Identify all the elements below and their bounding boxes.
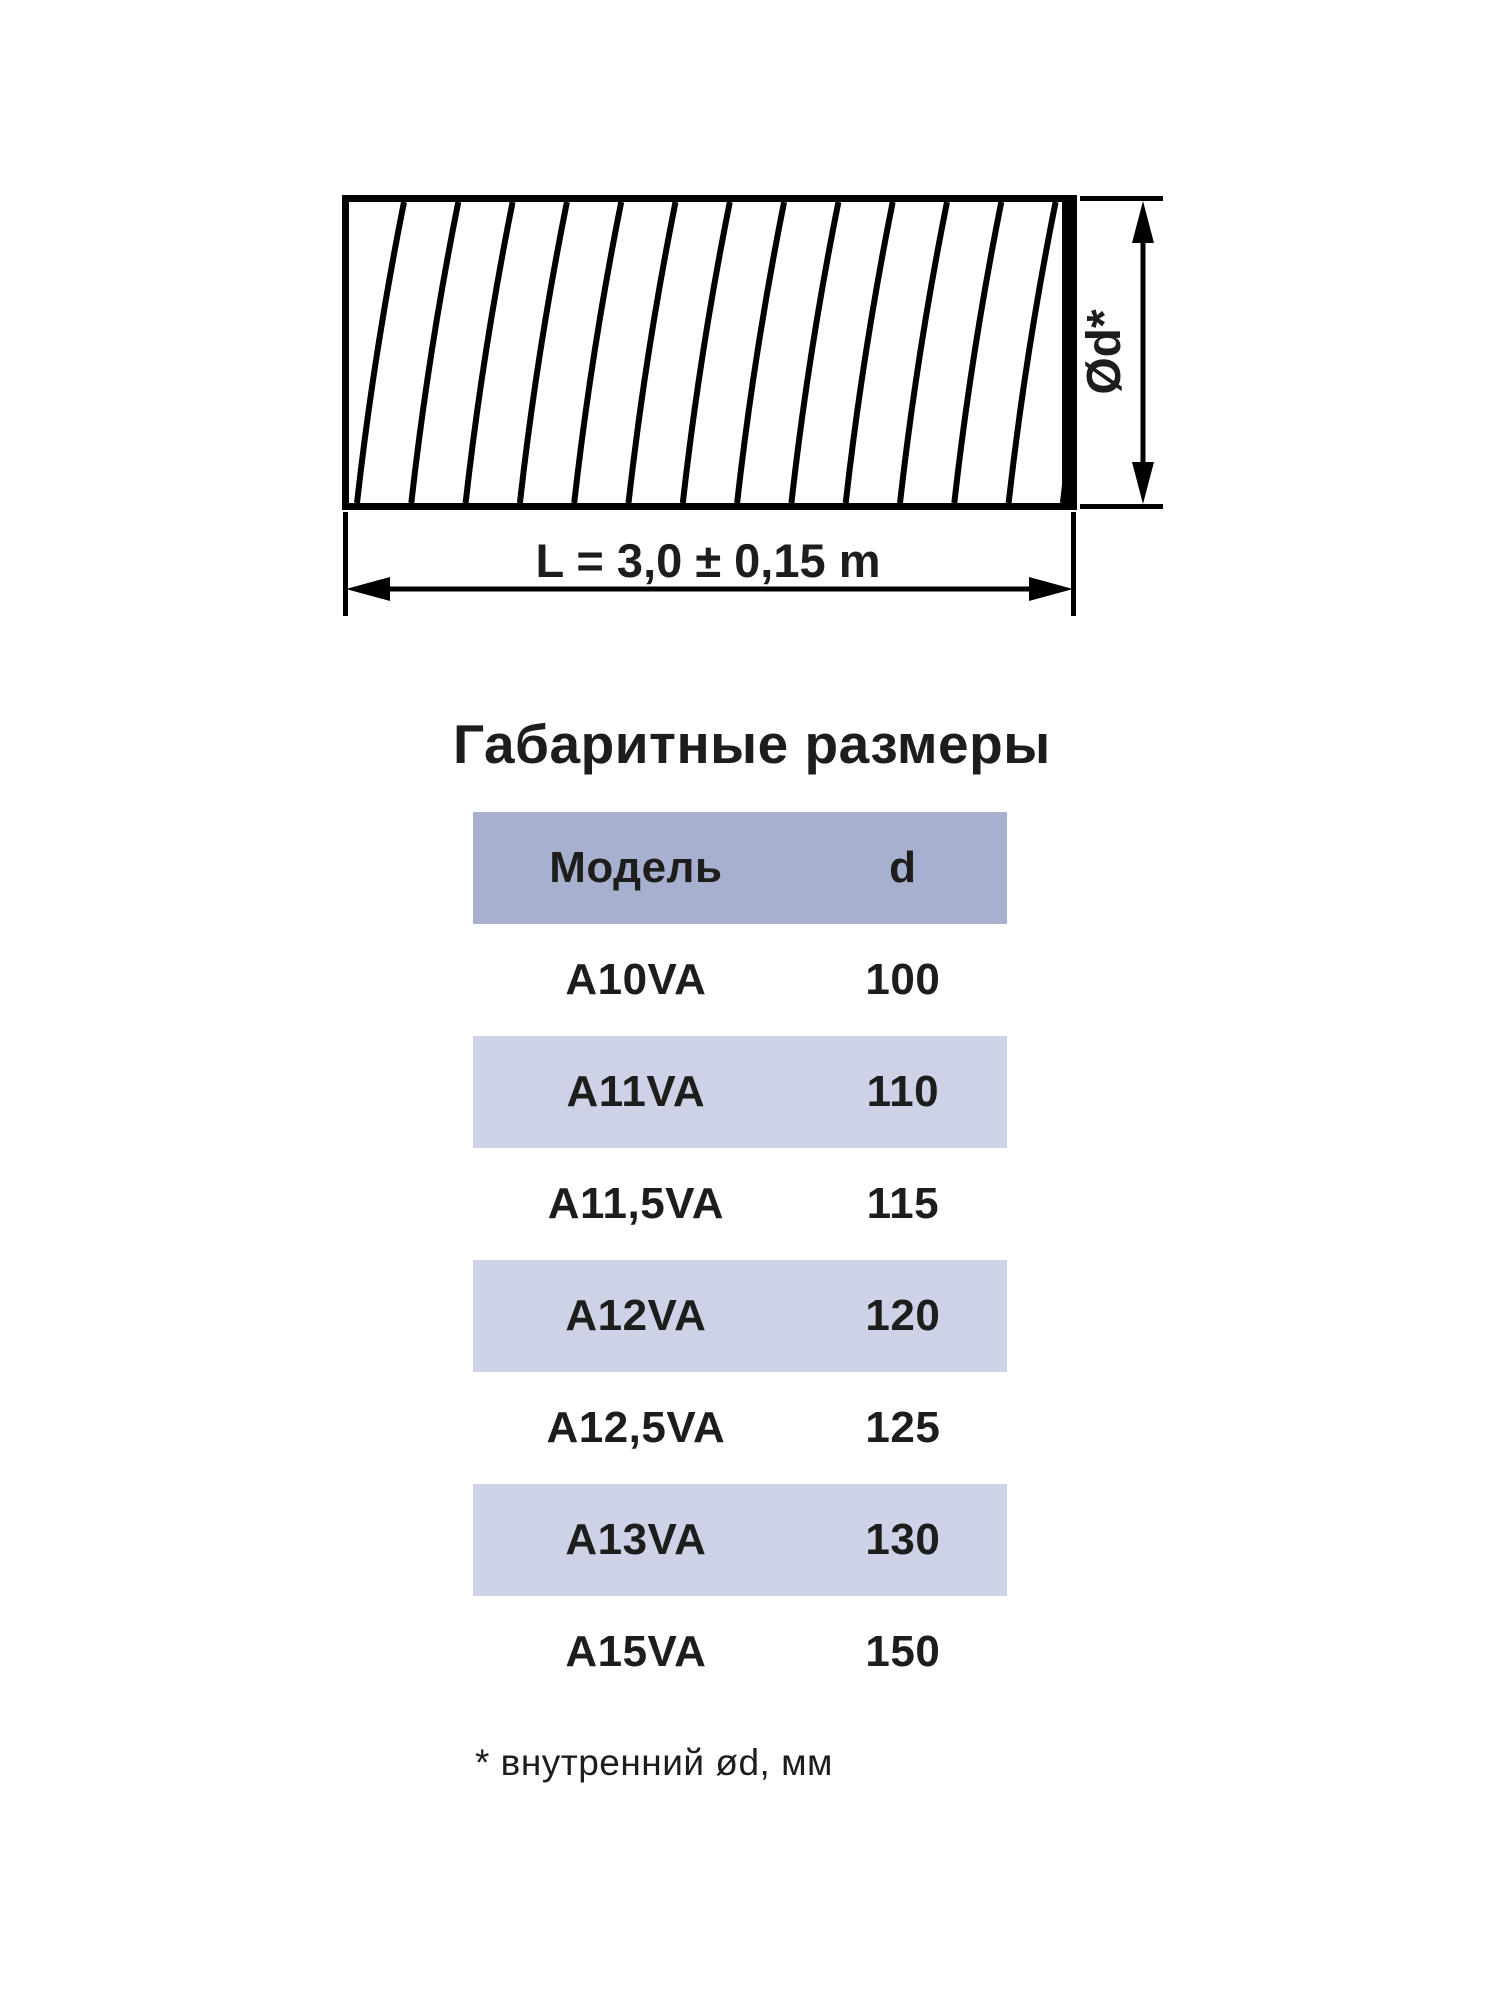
model-cell: A15VA <box>565 1627 707 1676</box>
duct-spiral-hatch <box>357 202 1110 503</box>
d-cell: 150 <box>865 1627 941 1676</box>
model-cell: A10VA <box>565 955 707 1004</box>
column-header-model: Модель <box>549 843 723 892</box>
d-cell: 125 <box>865 1403 941 1452</box>
table-row <box>473 1372 1007 1484</box>
d-cell: 130 <box>865 1515 941 1564</box>
d-cell: 100 <box>865 955 941 1004</box>
diameter-label: Ød* <box>1078 309 1131 395</box>
model-cell: A11VA <box>566 1067 706 1116</box>
arrow-left-icon <box>346 577 390 601</box>
table-row <box>473 924 1007 1036</box>
arrow-right-icon <box>1029 577 1073 601</box>
arrow-up-icon <box>1132 201 1154 243</box>
table-footnote: * внутренний ød, мм <box>475 1742 833 1783</box>
table-row <box>473 1484 1007 1596</box>
table-row <box>473 1036 1007 1148</box>
column-header-d: d <box>889 843 917 892</box>
table-row <box>473 1260 1007 1372</box>
dimensions-table <box>473 812 1007 1708</box>
model-cell: A13VA <box>565 1515 707 1564</box>
model-cell: A12VA <box>565 1291 707 1340</box>
table-header-row <box>473 812 1007 924</box>
table-row <box>473 1596 1007 1708</box>
length-label: L = 3,0 ± 0,15 m <box>535 534 881 587</box>
section-title: Габаритные размеры <box>453 713 1051 775</box>
model-cell: A12,5VA <box>546 1403 726 1452</box>
table-row <box>473 1148 1007 1260</box>
d-cell: 110 <box>866 1067 940 1116</box>
d-cell: 115 <box>866 1179 940 1228</box>
duct-dimension-diagram <box>0 0 1500 680</box>
duct-outline <box>346 199 1074 507</box>
d-cell: 120 <box>865 1291 941 1340</box>
arrow-down-icon <box>1132 462 1154 504</box>
model-cell: A11,5VA <box>547 1179 725 1228</box>
